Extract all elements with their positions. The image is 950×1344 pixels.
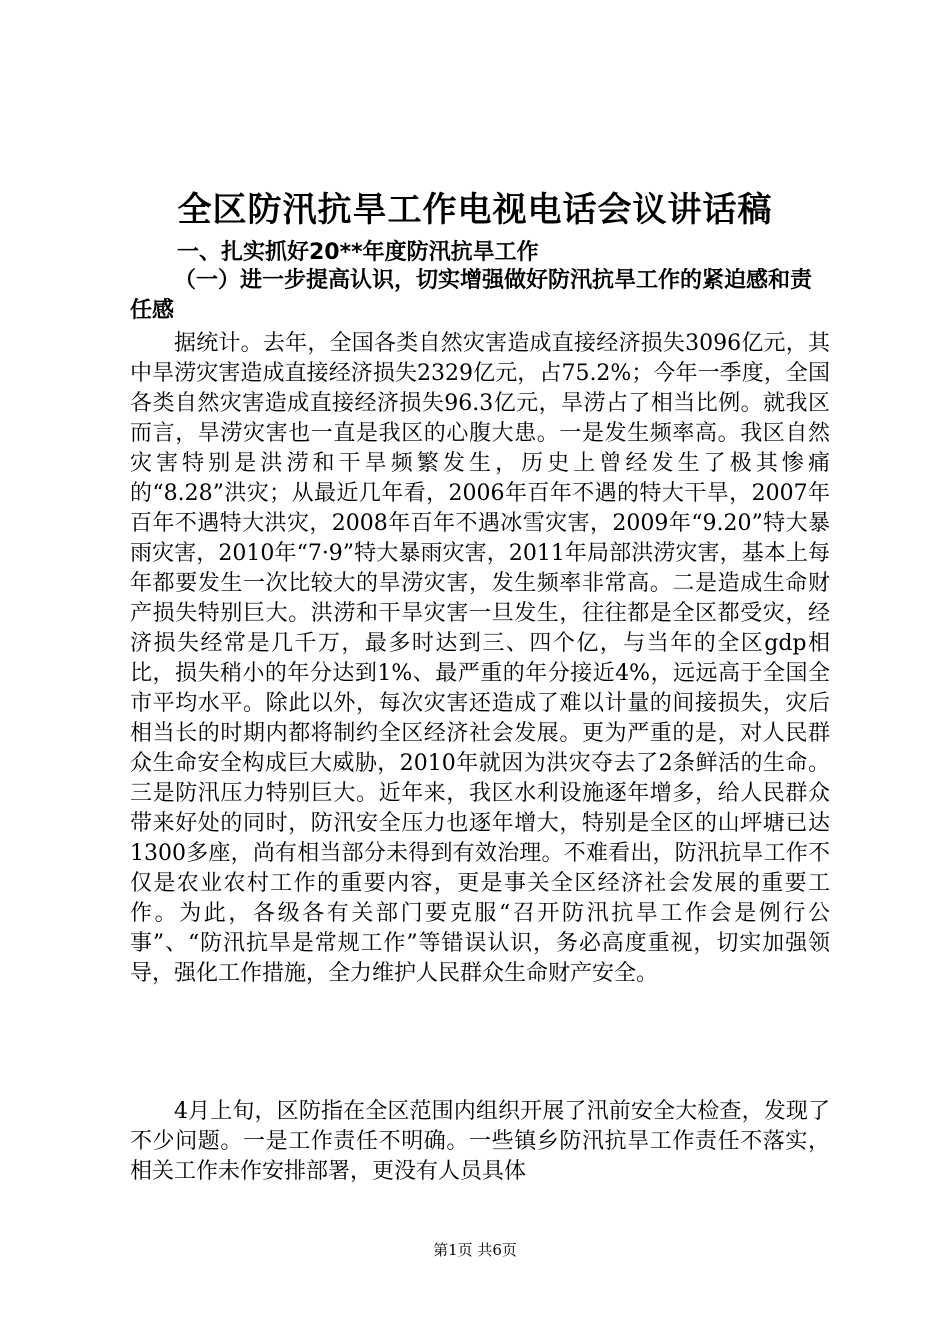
section-heading: 一、扎实抓好20**年度防汛抗旱工作 [177, 240, 539, 265]
page-footer: 第1页 共6页 [433, 1241, 517, 1259]
document-title: 全区防汛抗旱工作电视电话会议讲话稿 [177, 190, 773, 230]
body-paragraph: 据统计。去年，全国各类自然灾害造成直接经济损失3096亿元，其中旱涝灾害造成直接经济损失2329亿元，占75.2%；今年一季度，全国各类自然灾害造成直接经济损失96.3亿元，旱涝占了相当比例。就我区而言，旱涝灾害也一直是我区的心腹大患。一是发生频率高。我区自然灾害特别是洪涝和干旱频繁发生，历史上曾经发生了极其惨痛的“8.28”洪灾；从最近几年看，2006年百年不遇的特大干旱，2007年百年不遇特大洪灾，2008年百年不遇冰雪灾害，2009年“9.20”特大暴雨灾害，2010年“7·9”特大暴雨灾害，2011年局部洪涝灾害，基本上每年都要发生一次比较大的旱涝灾害，发生频率非常高。二是造成生命财产损失特别巨大。洪涝和干旱灾害一旦发生，往往都是全区都受灾，经济损失经常是几千万，最多时达到三、四个亿，与当年的全区gdp相比，损失稍小的年分达到1%、最严重的年分接近4%，远远高于全国全市平均水平。除此以外，每次灾害还造成了难以计量的间接损失，灾后相当长的时期内都将制约全区经济社会发展。更为严重的是，对人民群众生命安全构成巨大威胁，2010年就因为洪灾夺去了2条鲜活的生命。三是防汛压力特别巨大。近年来，我区水利设施逐年增多，给人民群众带来好处的同时，防汛安全压力也逐年增大，特别是全区的山坪塘已达1300多座，尚有相当部分未得到有效治理。不难看出，防汛抗旱工作不仅是农业农村工作的重要内容，更是事关全区经济社会发展的重要工作。为此，各级各有关部门要克服“召开防汛抗旱工作会是例行公事”、“防汛抗旱是常规工作”等错误认识，务必高度重视，切实加强领导，强化工作措施，全力维护人民群众生命财产安全。 [130, 331, 830, 986]
sub-heading: （一）进一步提高认识，切实增强做好防汛抗旱工作的紧迫感和责任感 [130, 268, 813, 323]
body-paragraph: 4月上旬，区防指在全区范围内组织开展了汛前安全大检查，发现了不少问题。一是工作责任不明确。一些镇乡防汛抗旱工作责任不落实，相关工作未作安排部署，更没有人员具体 [130, 1099, 830, 1184]
